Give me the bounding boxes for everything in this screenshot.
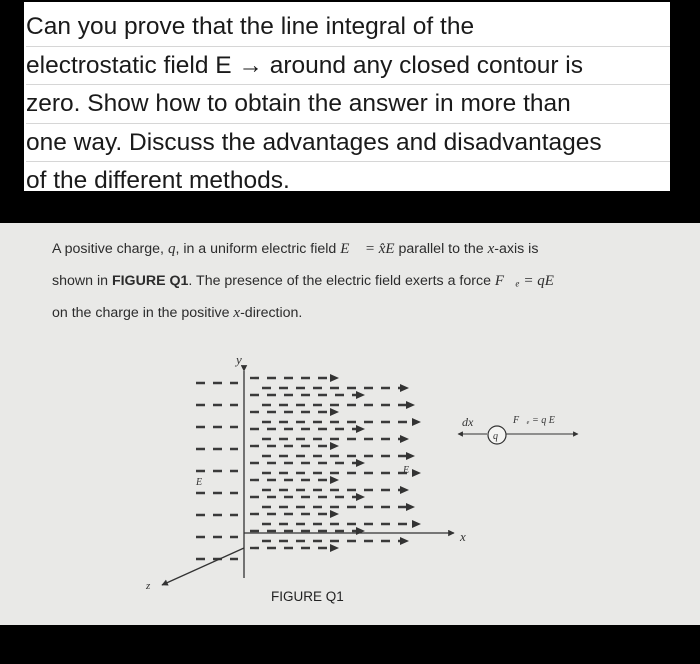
field-label-left: E⃗	[196, 477, 210, 488]
field-arrowhead	[406, 452, 415, 460]
question-line-2: electrostatic field E → around any closed contour is	[26, 47, 670, 86]
field-arrowhead	[400, 435, 409, 443]
charge-label: q	[493, 431, 498, 442]
field-arrowhead	[356, 527, 365, 535]
field-arrowhead	[356, 391, 365, 399]
problem-line-2: shown in FIGURE Q1. The presence of the electric field exerts a force F⃗ₑ = qE⃗	[52, 273, 566, 289]
field-lines	[196, 374, 421, 559]
field-arrowhead	[400, 384, 409, 392]
question-line-5: of the different methods.	[26, 167, 290, 194]
figure-q1-diagram	[0, 223, 700, 625]
field-arrowhead	[330, 544, 339, 552]
field-arrowhead	[330, 476, 339, 484]
field-arrowhead	[412, 418, 421, 426]
problem-line-3: on the charge in the positive x-direction.	[52, 305, 303, 321]
question-line-4: one way. Discuss the advantages and disadvantages	[26, 124, 670, 163]
field-arrowhead	[406, 503, 415, 511]
field-arrowhead	[400, 486, 409, 494]
field-label-right: E⃗	[403, 465, 417, 476]
field-arrowhead	[356, 459, 365, 467]
field-arrowhead	[412, 520, 421, 528]
field-arrowhead	[406, 401, 415, 409]
question-text-box	[24, 2, 670, 194]
figure-caption: FIGURE Q1	[271, 589, 344, 604]
problem-line-1: A positive charge, q, in a uniform electric field E⃗ = x̂E parallel to the x-axis is	[52, 241, 539, 257]
problem-image-panel	[0, 223, 700, 625]
field-arrowhead	[330, 442, 339, 450]
question-line-1: Can you prove that the line integral of the	[26, 8, 670, 47]
field-arrowhead	[356, 493, 365, 501]
axis-y-label: y	[236, 352, 242, 367]
field-arrowhead	[330, 374, 339, 382]
axis-x-label: x	[460, 529, 466, 544]
force-label: F⃗ₑ = q E⃗	[513, 415, 563, 426]
axis-z-label: z	[146, 580, 151, 592]
field-arrowhead	[400, 537, 409, 545]
field-arrowhead	[330, 408, 339, 416]
field-arrowhead	[356, 425, 365, 433]
dx-label: dx	[462, 415, 474, 429]
question-line-3: zero. Show how to obtain the answer in more than	[26, 85, 670, 124]
field-arrowhead	[330, 510, 339, 518]
z-axis	[162, 548, 244, 585]
charge-detail	[458, 415, 578, 444]
figure-reference: FIGURE Q1	[111, 273, 189, 289]
